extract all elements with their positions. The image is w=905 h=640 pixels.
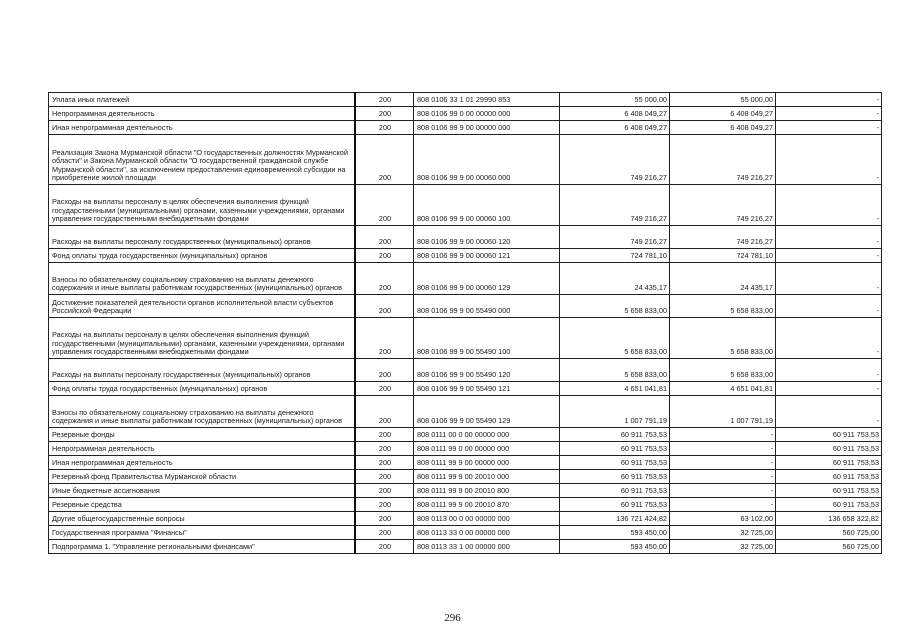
row-value-2: 749 216,27 xyxy=(670,226,776,249)
row-value-3: - xyxy=(776,263,882,295)
row-name: Взносы по обязательному социальному страхованию на выплаты денежного содержания и иные выплаты работникам государственных (муниципальных) органов xyxy=(49,396,356,428)
row-value-1: 5 658 833,00 xyxy=(560,359,670,382)
row-budget-classification-code: 808 0106 33 1 01 29990 853 xyxy=(414,93,560,107)
row-value-2: - xyxy=(670,484,776,498)
row-budget-classification-code: 808 0106 99 9 00 00060 100 xyxy=(414,185,560,226)
row-value-1: 60 911 753,53 xyxy=(560,428,670,442)
row-value-3: - xyxy=(776,226,882,249)
row-value-2: - xyxy=(670,498,776,512)
table-row xyxy=(49,512,882,526)
row-budget-classification-code: 808 0106 99 9 00 55490 120 xyxy=(414,359,560,382)
row-name: Другие общегосударственные вопросы xyxy=(49,512,356,526)
row-budget-classification-code: 808 0106 99 9 00 00060 000 xyxy=(414,135,560,185)
row-line-code: 200 xyxy=(355,382,414,396)
table-row xyxy=(49,135,882,185)
row-name: Резервные средства xyxy=(49,498,356,512)
row-name: Непрограммная деятельность xyxy=(49,107,356,121)
row-value-1: 24 435,17 xyxy=(560,263,670,295)
row-value-2: 749 216,27 xyxy=(670,135,776,185)
table-row xyxy=(49,428,882,442)
row-name: Достижение показателей деятельности органов исполнительной власти субъектов Российской Федерации xyxy=(49,295,356,318)
row-budget-classification-code: 808 0111 99 9 00 20010 870 xyxy=(414,498,560,512)
row-name: Расходы на выплаты персоналу в целях обеспечения выполнения функций государственными (муниципальными) органами, казенными учреждениями, органами управления государственными внебюджетными фондами xyxy=(49,185,356,226)
row-value-1: 1 007 791,19 xyxy=(560,396,670,428)
row-line-code: 200 xyxy=(355,93,414,107)
row-name: Фонд оплаты труда государственных (муниципальных) органов xyxy=(49,382,356,396)
row-value-2: 32 725,00 xyxy=(670,526,776,540)
table-row xyxy=(49,318,882,359)
row-value-3: - xyxy=(776,249,882,263)
row-value-2: 4 651 041,81 xyxy=(670,382,776,396)
row-name: Расходы на выплаты персоналу в целях обеспечения выполнения функций государственными (муниципальными) органами, казенными учреждениями, органами управления государственными внебюджетными фондами xyxy=(49,318,356,359)
table-row xyxy=(49,498,882,512)
row-budget-classification-code: 808 0106 99 9 00 00060 120 xyxy=(414,226,560,249)
row-line-code: 200 xyxy=(355,263,414,295)
row-value-2: 5 658 833,00 xyxy=(670,295,776,318)
row-value-2: - xyxy=(670,456,776,470)
row-value-1: 60 911 753,53 xyxy=(560,470,670,484)
row-value-2: 63 102,00 xyxy=(670,512,776,526)
table-row xyxy=(49,470,882,484)
row-value-2: 24 435,17 xyxy=(670,263,776,295)
table-row xyxy=(49,93,882,107)
row-budget-classification-code: 808 0106 99 0 00 00000 000 xyxy=(414,107,560,121)
table-row xyxy=(49,263,882,295)
row-name: Резервные фонды xyxy=(49,428,356,442)
row-value-2: 5 658 833,00 xyxy=(670,318,776,359)
row-value-1: 60 911 753,53 xyxy=(560,442,670,456)
row-value-1: 136 721 424,82 xyxy=(560,512,670,526)
table-row xyxy=(49,540,882,554)
table-row xyxy=(49,382,882,396)
table-row xyxy=(49,359,882,382)
table-row xyxy=(49,526,882,540)
table-row xyxy=(49,226,882,249)
row-value-2: 724 781,10 xyxy=(670,249,776,263)
table-row xyxy=(49,295,882,318)
row-value-3: 60 911 753,53 xyxy=(776,456,882,470)
row-name: Иные бюджетные ассигнования xyxy=(49,484,356,498)
row-line-code: 200 xyxy=(355,484,414,498)
row-budget-classification-code: 808 0106 99 9 00 55490 129 xyxy=(414,396,560,428)
row-name: Уплата иных платежей xyxy=(49,93,356,107)
row-line-code: 200 xyxy=(355,396,414,428)
row-value-2: 6 408 049,27 xyxy=(670,107,776,121)
row-name: Государственная программа "Финансы" xyxy=(49,526,356,540)
row-value-1: 5 658 833,00 xyxy=(560,295,670,318)
row-name: Иная непрограммная деятельность xyxy=(49,121,356,135)
row-value-1: 724 781,10 xyxy=(560,249,670,263)
row-value-3: 60 911 753,53 xyxy=(776,470,882,484)
row-budget-classification-code: 808 0106 99 9 00 00060 121 xyxy=(414,249,560,263)
row-budget-classification-code: 808 0113 33 1 00 00000 000 xyxy=(414,540,560,554)
row-budget-classification-code: 808 0111 99 9 00 20010 000 xyxy=(414,470,560,484)
row-name: Фонд оплаты труда государственных (муниципальных) органов xyxy=(49,249,356,263)
row-line-code: 200 xyxy=(355,359,414,382)
row-name: Расходы на выплаты персоналу государственных (муниципальных) органов xyxy=(49,226,356,249)
row-value-1: 5 658 833,00 xyxy=(560,318,670,359)
row-value-3: 136 658 322,82 xyxy=(776,512,882,526)
row-budget-classification-code: 808 0106 99 9 00 55490 121 xyxy=(414,382,560,396)
row-line-code: 200 xyxy=(355,540,414,554)
page-number: 296 xyxy=(444,612,461,624)
row-value-2: 1 007 791,19 xyxy=(670,396,776,428)
row-value-1: 6 408 049,27 xyxy=(560,107,670,121)
row-line-code: 200 xyxy=(355,226,414,249)
table-row xyxy=(49,396,882,428)
table-row xyxy=(49,484,882,498)
row-value-3: 60 911 753,53 xyxy=(776,428,882,442)
row-budget-classification-code: 808 0111 99 9 00 00000 000 xyxy=(414,456,560,470)
table-row xyxy=(49,107,882,121)
row-name: Иная непрограммная деятельность xyxy=(49,456,356,470)
row-budget-classification-code: 808 0106 99 9 00 55490 100 xyxy=(414,318,560,359)
row-budget-classification-code: 808 0106 99 9 00 55490 000 xyxy=(414,295,560,318)
row-value-2: 32 725,00 xyxy=(670,540,776,554)
row-line-code: 200 xyxy=(355,121,414,135)
table-row xyxy=(49,442,882,456)
table-row xyxy=(49,185,882,226)
row-name: Взносы по обязательному социальному страхованию на выплаты денежного содержания и иные выплаты работникам государственных (муниципальных) органов xyxy=(49,263,356,295)
row-value-1: 749 216,27 xyxy=(560,185,670,226)
row-value-3: - xyxy=(776,121,882,135)
row-value-1: 6 408 049,27 xyxy=(560,121,670,135)
row-value-1: 60 911 753,53 xyxy=(560,484,670,498)
row-value-3: - xyxy=(776,295,882,318)
row-value-1: 593 450,00 xyxy=(560,540,670,554)
row-value-3: - xyxy=(776,382,882,396)
row-value-3: - xyxy=(776,185,882,226)
row-value-1: 593 450,00 xyxy=(560,526,670,540)
row-value-3: - xyxy=(776,93,882,107)
row-line-code: 200 xyxy=(355,428,414,442)
row-line-code: 200 xyxy=(355,456,414,470)
table-row xyxy=(49,456,882,470)
row-value-2: 749 216,27 xyxy=(670,185,776,226)
row-value-2: 6 408 049,27 xyxy=(670,121,776,135)
row-value-3: - xyxy=(776,135,882,185)
row-name: Подпрограмма 1. "Управление региональными финансами" xyxy=(49,540,356,554)
row-line-code: 200 xyxy=(355,442,414,456)
table-row xyxy=(49,249,882,263)
row-budget-classification-code: 808 0113 33 0 00 00000 000 xyxy=(414,526,560,540)
table-body xyxy=(49,93,882,554)
row-budget-classification-code: 808 0106 99 9 00 00000 000 xyxy=(414,121,560,135)
table-row xyxy=(49,121,882,135)
row-line-code: 200 xyxy=(355,135,414,185)
row-line-code: 200 xyxy=(355,470,414,484)
row-value-3: - xyxy=(776,318,882,359)
row-line-code: 200 xyxy=(355,512,414,526)
row-value-3: 60 911 753,53 xyxy=(776,442,882,456)
row-value-1: 4 651 041,81 xyxy=(560,382,670,396)
row-value-2: - xyxy=(670,442,776,456)
row-name: Непрограммная деятельность xyxy=(49,442,356,456)
row-value-3: 60 911 753,53 xyxy=(776,484,882,498)
row-value-1: 60 911 753,53 xyxy=(560,498,670,512)
row-budget-classification-code: 808 0106 99 9 00 00060 129 xyxy=(414,263,560,295)
row-line-code: 200 xyxy=(355,107,414,121)
row-value-3: - xyxy=(776,107,882,121)
row-budget-classification-code: 808 0111 99 0 00 00000 000 xyxy=(414,442,560,456)
row-line-code: 200 xyxy=(355,318,414,359)
row-value-3: 560 725,00 xyxy=(776,526,882,540)
row-value-2: - xyxy=(670,428,776,442)
row-value-3: - xyxy=(776,359,882,382)
row-name: Резервный фонд Правительства Мурманской области xyxy=(49,470,356,484)
row-name: Реализация Закона Мурманской области "О государственных должностях Мурманской области" и Закона Мурманской области "О государственной гражданской службе Мурманской области", за исключением предоставления единовременной субсидии на приобретение жилой площади xyxy=(49,135,356,185)
row-value-3: - xyxy=(776,396,882,428)
row-budget-classification-code: 808 0111 99 9 00 20010 800 xyxy=(414,484,560,498)
row-value-1: 55 000,00 xyxy=(560,93,670,107)
row-line-code: 200 xyxy=(355,498,414,512)
row-value-1: 749 216,27 xyxy=(560,135,670,185)
row-value-1: 60 911 753,53 xyxy=(560,456,670,470)
row-line-code: 200 xyxy=(355,185,414,226)
budget-execution-table xyxy=(48,92,882,554)
row-line-code: 200 xyxy=(355,526,414,540)
row-value-3: 560 725,00 xyxy=(776,540,882,554)
row-line-code: 200 xyxy=(355,249,414,263)
row-value-1: 749 216,27 xyxy=(560,226,670,249)
row-value-2: 5 658 833,00 xyxy=(670,359,776,382)
row-line-code: 200 xyxy=(355,295,414,318)
row-value-3: 60 911 753,53 xyxy=(776,498,882,512)
row-budget-classification-code: 808 0113 00 0 00 00000 000 xyxy=(414,512,560,526)
row-value-2: 55 000,00 xyxy=(670,93,776,107)
row-value-2: - xyxy=(670,470,776,484)
row-budget-classification-code: 808 0111 00 0 00 00000 000 xyxy=(414,428,560,442)
row-name: Расходы на выплаты персоналу государственных (муниципальных) органов xyxy=(49,359,356,382)
